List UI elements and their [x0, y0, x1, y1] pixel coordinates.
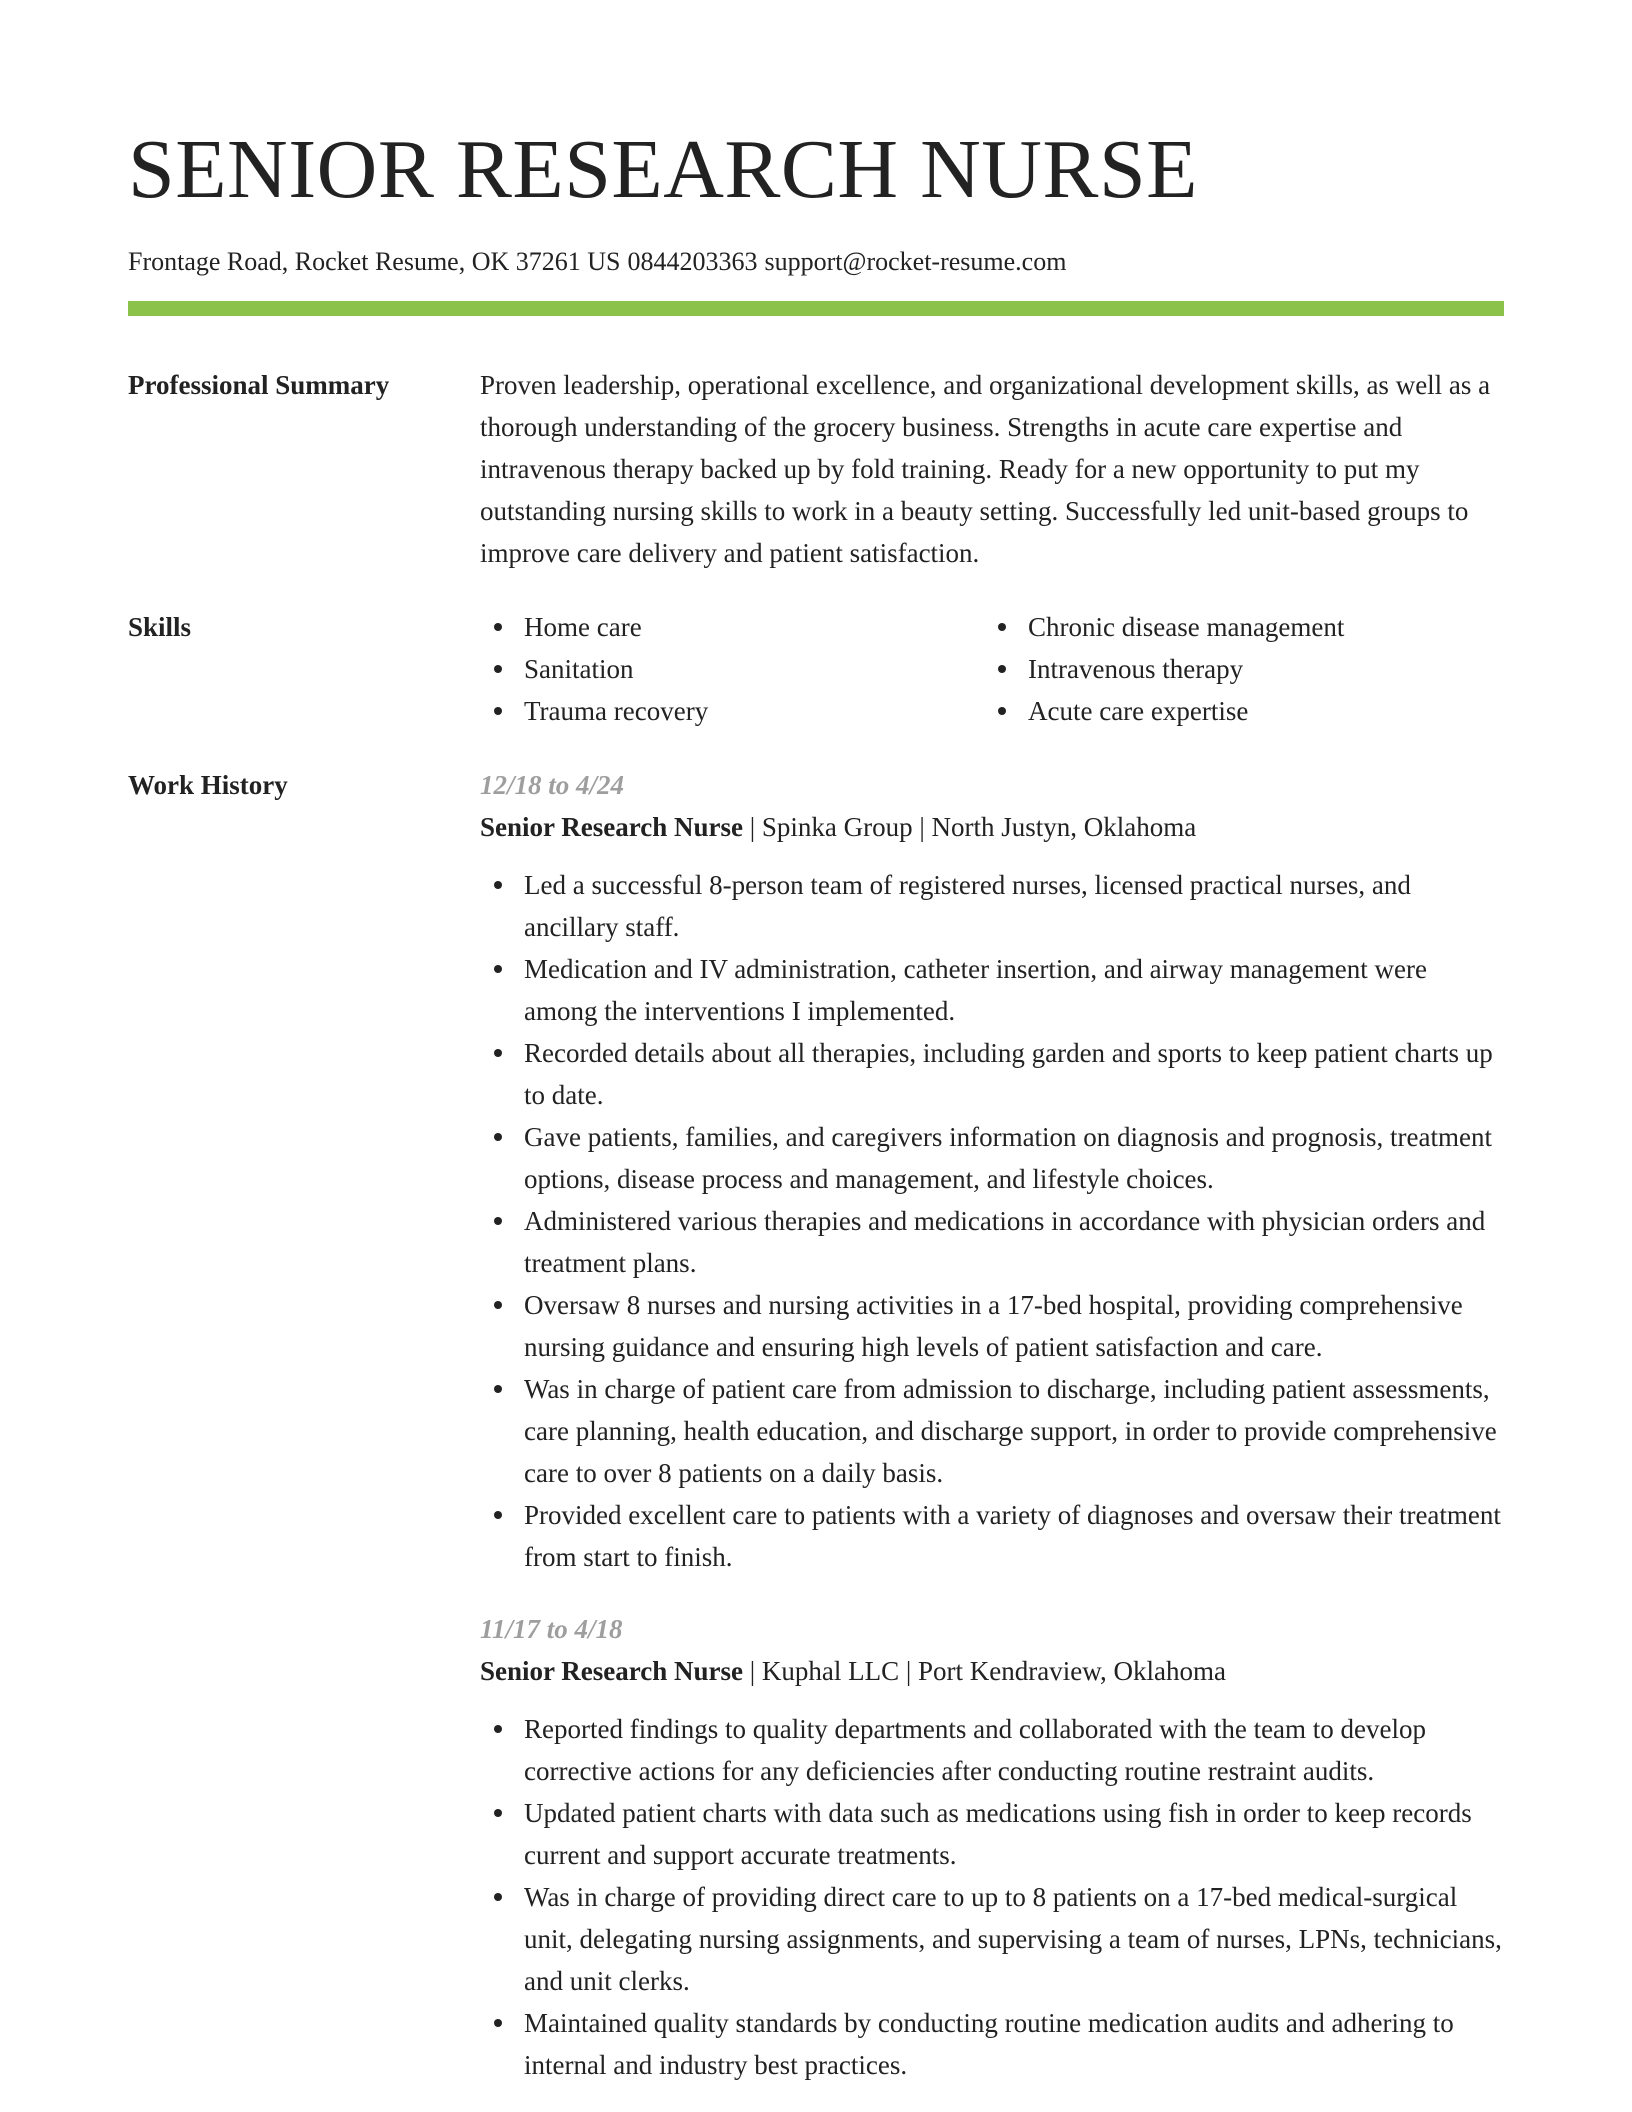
summary-heading: Professional Summary [128, 370, 390, 400]
contact-address: Frontage Road, Rocket Resume, OK 37261 US [128, 247, 621, 276]
skill-item: Intravenous therapy [984, 648, 1504, 690]
skill-item: Chronic disease management [984, 606, 1504, 648]
work-history-heading: Work History [128, 770, 288, 800]
skill-item: Acute care expertise [984, 690, 1504, 732]
job-bullet: Was in charge of patient care from admission to discharge, including patient assessments, care planning, health education, and discharge support, in order to provide comprehensive care to over 8 patients on a daily basis. [480, 1368, 1504, 1494]
job-bullets [480, 1708, 1504, 2086]
job-bullet: Administered various therapies and medications in accordance with physician orders and treatment plans. [480, 1200, 1504, 1284]
job-location: Port Kendraview, Oklahoma [918, 1656, 1226, 1686]
skill-item: Sanitation [480, 648, 984, 690]
skills-section [128, 606, 1504, 732]
summary-text: Proven leadership, operational excellence, and organizational development skills, as well as a thorough understanding of the grocery business. Strengths in acute care expertise and intravenous therapy backed up by fold training. Ready for a new opportunity to put my outstanding nursing skills to work in a beauty setting. Successfully led unit-based groups to improve care delivery and patient satisfaction. [480, 370, 1491, 568]
job-bullet: Reported findings to quality departments and collaborated with the team to develop corrective actions for any deficiencies after conducting routine restraint audits. [480, 1708, 1504, 1792]
contact-email: support@rocket-resume.com [764, 247, 1067, 276]
job-bullet: Updated patient charts with data such as medications using fish in order to keep records current and support accurate treatments. [480, 1792, 1504, 1876]
job-title: Senior Research Nurse [480, 812, 743, 842]
job-bullet: Led a successful 8-person team of registered nurses, licensed practical nurses, and ancillary staff. [480, 864, 1504, 948]
job-title: Senior Research Nurse [480, 1656, 743, 1686]
job-company: Spinka Group [761, 812, 913, 842]
skills-grid [480, 606, 1504, 732]
job-bullet: Recorded details about all therapies, including garden and sports to keep patient charts up to date. [480, 1032, 1504, 1116]
job-bullet: Medication and IV administration, catheter insertion, and airway management were among the interventions I implemented. [480, 948, 1504, 1032]
job-bullet: Maintained quality standards by conducting routine medication audits and adhering to internal and industry best practices. [480, 2002, 1504, 2086]
summary-section [128, 364, 1504, 574]
job-bullet: Gave patients, families, and caregivers information on diagnosis and prognosis, treatment options, disease process and management, and lifestyle choices. [480, 1116, 1504, 1200]
job-entry [480, 1608, 1504, 2086]
work-history-body [480, 764, 1504, 2086]
skills-heading: Skills [128, 612, 192, 642]
job-title-line: Senior Research Nurse | Kuphal LLC | Port Kendraview, Oklahoma [480, 1656, 1226, 1686]
job-title-line: Senior Research Nurse | Spinka Group | North Justyn, Oklahoma [480, 812, 1197, 842]
job-dates: 11/17 to 4/18 [480, 1614, 623, 1644]
job-bullet: Provided excellent care to patients with a variety of diagnoses and oversaw their treatment from start to finish. [480, 1494, 1504, 1578]
skills-list-left [480, 606, 984, 732]
job-bullet: Was in charge of providing direct care to up to 8 patients on a 17-bed medical-surgical unit, delegating nursing assignments, and supervising a team of nurses, LPNs, technicians, and unit clerks. [480, 1876, 1504, 2002]
job-bullets [480, 864, 1504, 1578]
header-divider [128, 301, 1504, 316]
job-entry [480, 764, 1504, 1578]
resume-name: SENIOR RESEARCH NURSE [128, 123, 1198, 216]
job-company: Kuphal LLC [761, 1656, 900, 1686]
job-dates: 12/18 to 4/24 [480, 770, 625, 800]
skill-item: Home care [480, 606, 984, 648]
work-history-section [128, 764, 1504, 2086]
skill-item: Trauma recovery [480, 690, 984, 732]
contact-phone: 0844203363 [627, 247, 758, 276]
job-bullet: Oversaw 8 nurses and nursing activities in a 17-bed hospital, providing comprehensive nursing guidance and ensuring high levels of patient satisfaction and care. [480, 1284, 1504, 1368]
job-location: North Justyn, Oklahoma [931, 812, 1197, 842]
contact-line [128, 244, 1504, 280]
skills-list-right [984, 606, 1504, 732]
